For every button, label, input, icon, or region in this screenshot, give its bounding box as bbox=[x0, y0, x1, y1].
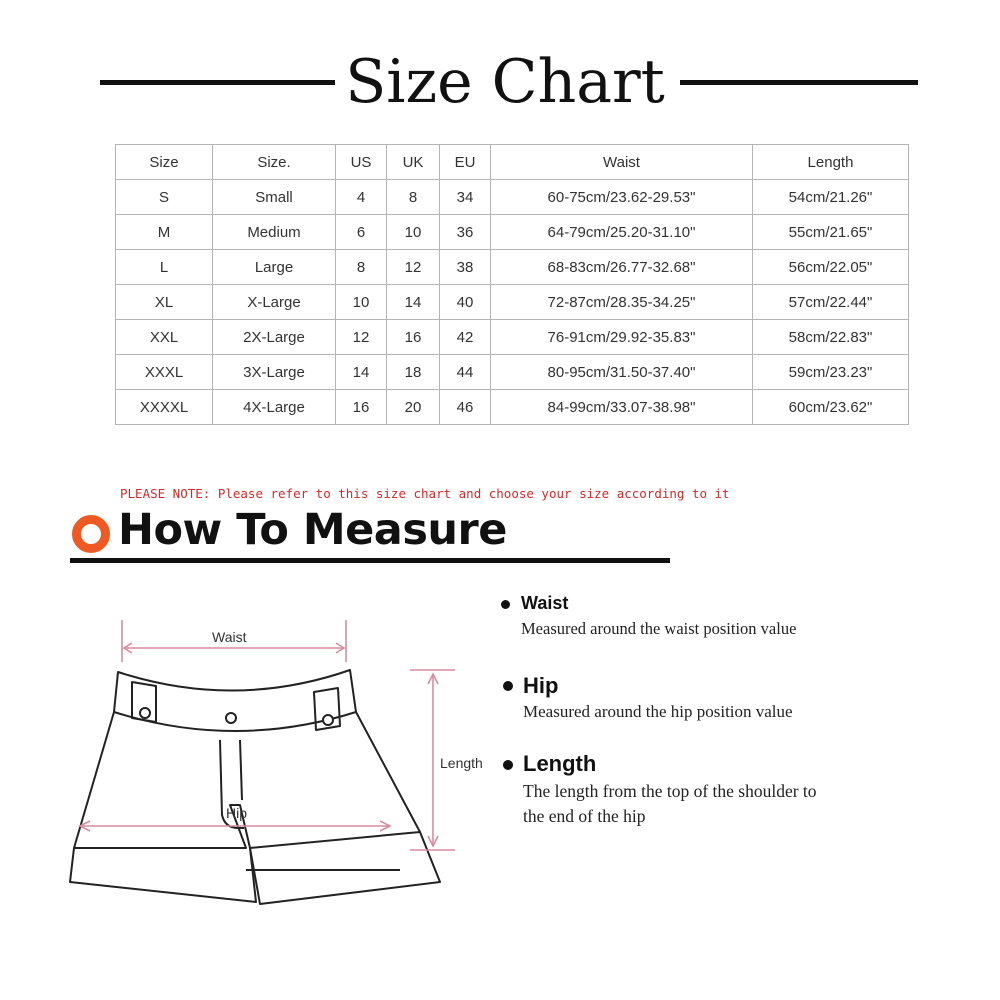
table-cell: 44 bbox=[440, 355, 491, 390]
table-cell: L bbox=[116, 250, 213, 285]
header-cell: Length bbox=[753, 145, 909, 180]
table-cell: XXXXL bbox=[116, 390, 213, 425]
length-item-description-line: the end of the hip bbox=[523, 806, 646, 826]
table-row bbox=[116, 355, 909, 390]
table-cell: 57cm/22.44" bbox=[753, 285, 909, 320]
bullet-icon bbox=[501, 600, 510, 609]
table-cell: 10 bbox=[387, 215, 440, 250]
header-cell: Size. bbox=[213, 145, 336, 180]
table-cell: 60cm/23.62" bbox=[753, 390, 909, 425]
button-icon bbox=[140, 708, 333, 725]
hip-label: Hip bbox=[226, 805, 248, 821]
table-cell: 12 bbox=[336, 320, 387, 355]
length-item-label: Length bbox=[523, 751, 597, 776]
table-row bbox=[116, 250, 909, 285]
hip-item-label: Hip bbox=[523, 673, 559, 698]
table-row bbox=[116, 390, 909, 425]
table-cell: 59cm/23.23" bbox=[753, 355, 909, 390]
table-cell: Small bbox=[213, 180, 336, 215]
table-cell: 3X-Large bbox=[213, 355, 336, 390]
table-cell: 2X-Large bbox=[213, 320, 336, 355]
table-cell: 76-91cm/29.92-35.83" bbox=[491, 320, 753, 355]
table-row bbox=[116, 285, 909, 320]
table-cell: 58cm/22.83" bbox=[753, 320, 909, 355]
waist-item-label: Waist bbox=[521, 593, 569, 613]
table-cell: Large bbox=[213, 250, 336, 285]
table-cell: 14 bbox=[336, 355, 387, 390]
table-cell: X-Large bbox=[213, 285, 336, 320]
table-cell: Medium bbox=[213, 215, 336, 250]
waist-item-description: Measured around the waist position value bbox=[521, 619, 797, 638]
table-cell: 34 bbox=[440, 180, 491, 215]
table-cell: 80-95cm/31.50-37.40" bbox=[491, 355, 753, 390]
table-row bbox=[116, 215, 909, 250]
table-cell: 20 bbox=[387, 390, 440, 425]
table-cell: 18 bbox=[387, 355, 440, 390]
ring-icon bbox=[72, 515, 110, 553]
table-cell: 68-83cm/26.77-32.68" bbox=[491, 250, 753, 285]
table-cell: 38 bbox=[440, 250, 491, 285]
table-cell: 16 bbox=[387, 320, 440, 355]
table-cell: 46 bbox=[440, 390, 491, 425]
table-cell: M bbox=[116, 215, 213, 250]
header-cell: US bbox=[336, 145, 387, 180]
table-cell: S bbox=[116, 180, 213, 215]
bullet-icon bbox=[503, 681, 513, 691]
table-row bbox=[116, 320, 909, 355]
waist-label: Waist bbox=[212, 629, 247, 645]
table-cell: 4X-Large bbox=[213, 390, 336, 425]
table-cell: 72-87cm/28.35-34.25" bbox=[491, 285, 753, 320]
header-cell: UK bbox=[387, 145, 440, 180]
table-cell: 60-75cm/23.62-29.53" bbox=[491, 180, 753, 215]
table-row bbox=[116, 180, 909, 215]
table-cell: 54cm/21.26" bbox=[753, 180, 909, 215]
size-table bbox=[115, 144, 909, 425]
table-cell: 8 bbox=[387, 180, 440, 215]
table-cell: 40 bbox=[440, 285, 491, 320]
table-cell: 56cm/22.05" bbox=[753, 250, 909, 285]
header-cell: Size bbox=[116, 145, 213, 180]
page-title: Size Chart bbox=[345, 47, 665, 117]
hip-item-description: Measured around the hip position value bbox=[523, 702, 793, 721]
table-cell: 8 bbox=[336, 250, 387, 285]
table-cell: 4 bbox=[336, 180, 387, 215]
length-item-description-line: The length from the top of the shoulder to bbox=[523, 781, 817, 801]
table-cell: 16 bbox=[336, 390, 387, 425]
hip-measure-line bbox=[80, 821, 390, 831]
table-cell: 84-99cm/33.07-38.98" bbox=[491, 390, 753, 425]
size-note: PLEASE NOTE: Please refer to this size chart and choose your size according to it bbox=[120, 486, 730, 501]
title-rule-right bbox=[680, 80, 918, 85]
table-cell: 14 bbox=[387, 285, 440, 320]
table-cell: 55cm/21.65" bbox=[753, 215, 909, 250]
table-header-row bbox=[116, 145, 909, 180]
table-cell: 36 bbox=[440, 215, 491, 250]
table-cell: 12 bbox=[387, 250, 440, 285]
table-cell: 10 bbox=[336, 285, 387, 320]
header-cell: Waist bbox=[491, 145, 753, 180]
table-cell: 64-79cm/25.20-31.10" bbox=[491, 215, 753, 250]
shorts-outline bbox=[70, 670, 440, 904]
section-title: How To Measure bbox=[118, 505, 507, 555]
title-rule-left bbox=[100, 80, 335, 85]
table-cell: XL bbox=[116, 285, 213, 320]
table-cell: XXXL bbox=[116, 355, 213, 390]
table-cell: 6 bbox=[336, 215, 387, 250]
shorts-diagram bbox=[60, 600, 460, 910]
section-underline bbox=[70, 558, 670, 563]
bullet-icon bbox=[503, 760, 513, 770]
table-cell: XXL bbox=[116, 320, 213, 355]
header-cell: EU bbox=[440, 145, 491, 180]
length-label: Length bbox=[440, 755, 483, 771]
table-cell: 42 bbox=[440, 320, 491, 355]
